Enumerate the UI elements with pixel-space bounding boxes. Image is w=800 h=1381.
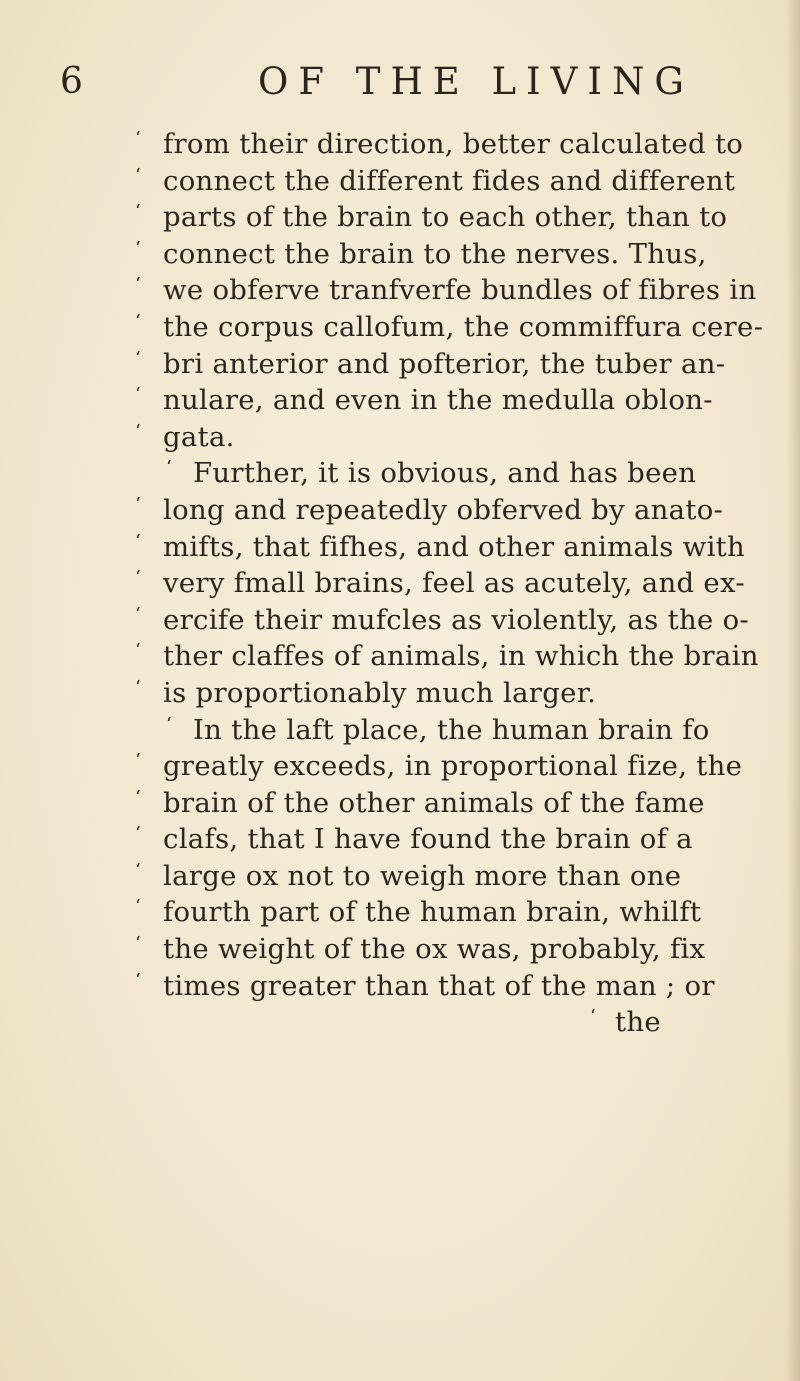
line-text: connect the different fides and different bbox=[163, 164, 736, 197]
line-text: the weight of the ox was, probably, fix bbox=[163, 933, 706, 966]
line-text: times greater than that of the man ; or bbox=[163, 969, 715, 1002]
quote-mark: ‘ bbox=[135, 896, 141, 918]
line-text: gata. bbox=[163, 420, 235, 453]
text-line bbox=[0, 529, 800, 566]
text-line bbox=[0, 968, 800, 1005]
quote-mark: ‘ bbox=[135, 274, 141, 296]
text-line bbox=[0, 931, 800, 968]
quote-mark: ‘ bbox=[135, 640, 141, 662]
text-line bbox=[0, 748, 800, 785]
quote-mark: ‘ bbox=[135, 969, 141, 991]
quote-mark: ‘ bbox=[135, 237, 141, 259]
quote-mark: ‘ bbox=[135, 310, 141, 332]
text-line bbox=[0, 602, 800, 639]
line-text: brain of the other animals of the fame bbox=[163, 786, 705, 819]
page-header bbox=[0, 58, 800, 108]
line-text: fourth part of the human brain, whilft bbox=[163, 896, 702, 929]
text-line bbox=[0, 675, 800, 712]
line-text: mifts, that fifhes, and other animals with bbox=[163, 530, 746, 563]
line-text: In the laft place, the human brain fo bbox=[193, 713, 710, 746]
line-text: is proportionably much larger. bbox=[163, 676, 597, 709]
quote-mark: ‘ bbox=[135, 786, 141, 808]
line-text: from their direction, better calculated to bbox=[163, 128, 744, 160]
line-text: parts of the brain to each other, than to bbox=[163, 201, 728, 234]
quote-mark: ‘ bbox=[135, 603, 141, 625]
quote-mark: ‘ bbox=[590, 1006, 596, 1028]
quote-mark: ‘ bbox=[135, 384, 141, 406]
line-text: Further, it is obvious, and has been bbox=[193, 457, 697, 490]
text-line bbox=[0, 236, 800, 273]
line-text: greatly exceeds, in proportional fize, the bbox=[163, 750, 743, 783]
quote-mark: ‘ bbox=[166, 713, 172, 735]
catchword: the bbox=[615, 1006, 661, 1039]
line-text: large ox not to weigh more than one bbox=[163, 859, 682, 892]
line-text: ther claffes of animals, in which the brain bbox=[163, 640, 759, 673]
text-line bbox=[0, 821, 800, 858]
quote-mark: ‘ bbox=[166, 457, 172, 479]
catchword-line bbox=[0, 1004, 800, 1041]
text-line bbox=[0, 638, 800, 675]
line-text: nulare, and even in the medulla oblon- bbox=[163, 384, 713, 417]
line-text: connect the brain to the nerves. Thus, bbox=[163, 237, 707, 270]
line-text: very fmall brains, feel as acutely, and ex- bbox=[163, 567, 745, 600]
page-number: 6 bbox=[60, 61, 83, 102]
text-line bbox=[0, 346, 800, 383]
text-line bbox=[0, 419, 800, 456]
quote-mark: ‘ bbox=[135, 567, 141, 589]
quote-mark: ‘ bbox=[135, 676, 141, 698]
text-line bbox=[0, 163, 800, 200]
text-line bbox=[0, 126, 800, 163]
quote-mark: ‘ bbox=[135, 750, 141, 772]
body-text bbox=[0, 126, 800, 1041]
text-line bbox=[0, 272, 800, 309]
text-line bbox=[0, 565, 800, 602]
quote-mark: ‘ bbox=[135, 530, 141, 552]
line-text: ercife their mufcles as violently, as the o- bbox=[163, 603, 750, 636]
line-text: we obferve tranfverfe bundles of fibres in bbox=[163, 274, 757, 307]
quote-mark: ‘ bbox=[135, 859, 141, 881]
text-line bbox=[0, 199, 800, 236]
quote-mark: ‘ bbox=[135, 420, 141, 442]
text-line bbox=[0, 894, 800, 931]
text-line bbox=[0, 309, 800, 346]
line-text: the corpus callofum, the commiffura cere- bbox=[163, 310, 764, 343]
quote-mark: ‘ bbox=[135, 347, 141, 369]
quote-mark: ‘ bbox=[135, 493, 141, 515]
quote-mark: ‘ bbox=[135, 128, 141, 149]
paragraph-start-line bbox=[0, 712, 800, 749]
quote-mark: ‘ bbox=[135, 201, 141, 223]
paragraph-start-line bbox=[0, 455, 800, 492]
quote-mark: ‘ bbox=[135, 164, 141, 186]
text-line bbox=[0, 382, 800, 419]
running-head: OF THE LIVING bbox=[258, 60, 694, 103]
line-text: long and repeatedly obferved by anato- bbox=[163, 493, 724, 526]
text-line bbox=[0, 785, 800, 822]
quote-mark: ‘ bbox=[135, 823, 141, 845]
line-text: bri anterior and pofterior, the tuber an- bbox=[163, 347, 726, 380]
quote-mark: ‘ bbox=[135, 933, 141, 955]
line-text: clafs, that I have found the brain of a bbox=[163, 823, 693, 856]
text-line bbox=[0, 858, 800, 895]
text-line bbox=[0, 492, 800, 529]
